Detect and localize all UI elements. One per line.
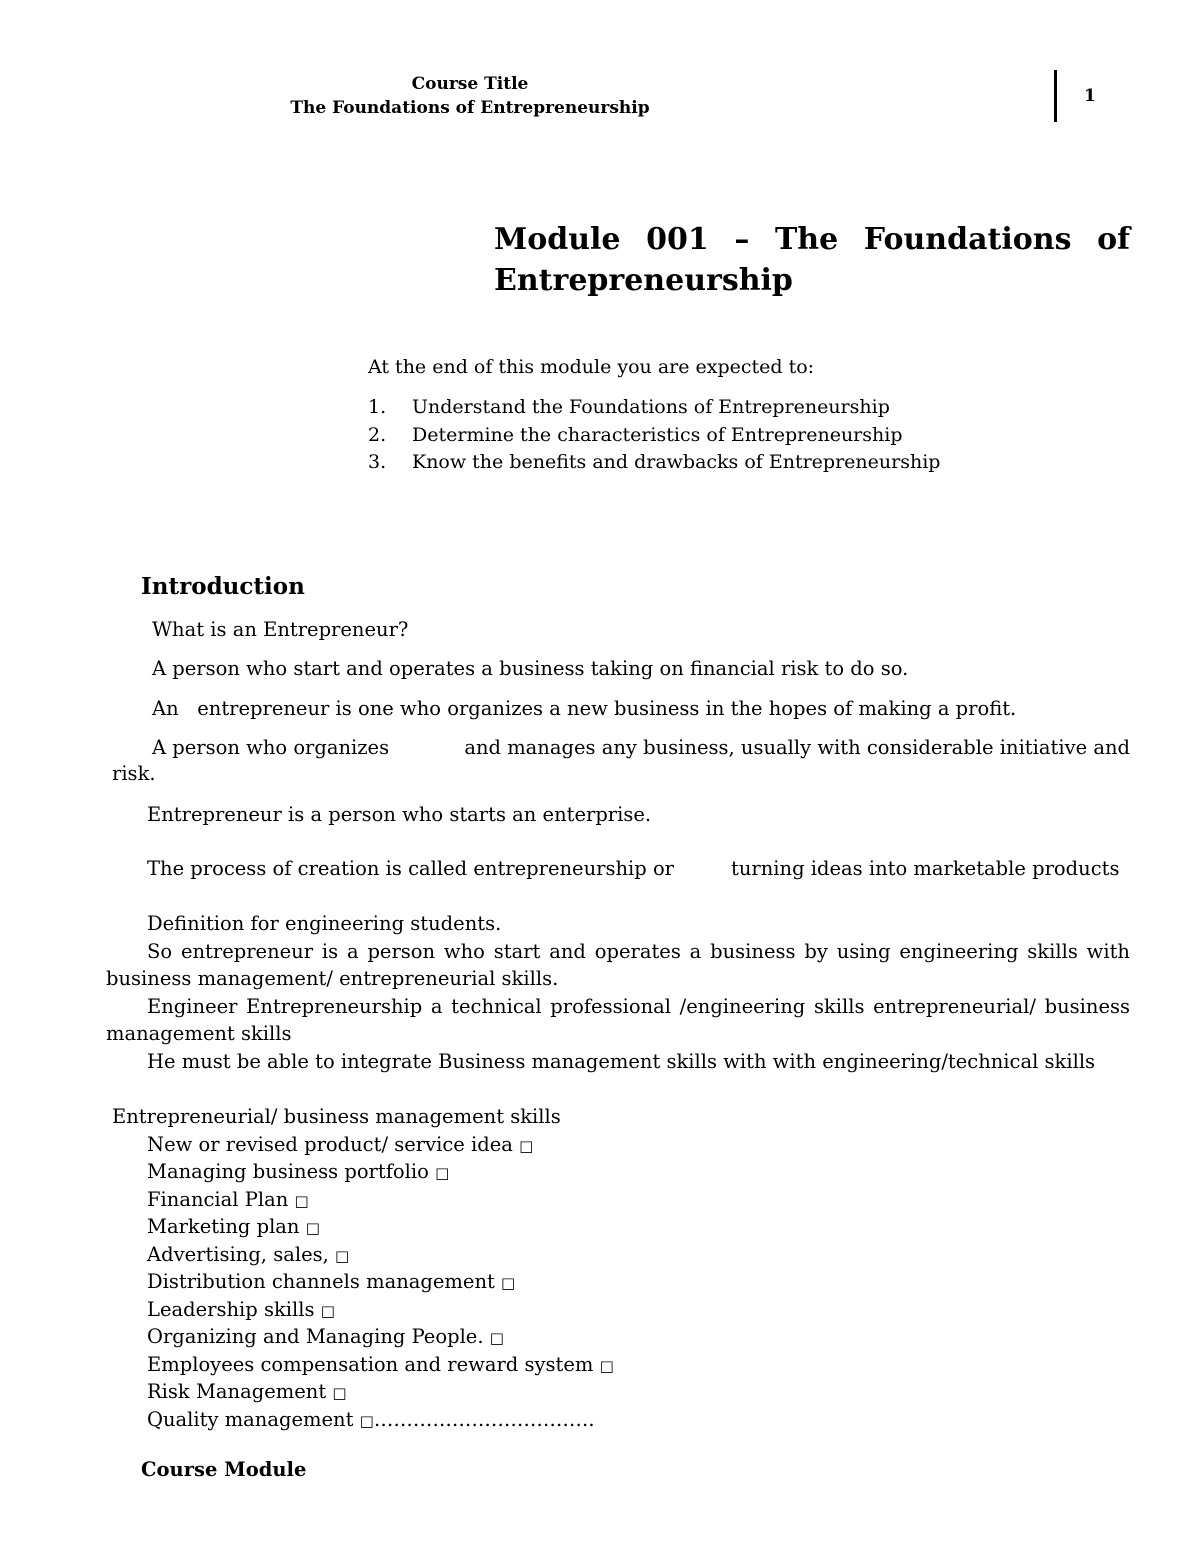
intro-question: What is an Entrepreneur? <box>152 618 409 641</box>
list-item <box>147 1380 347 1403</box>
box-icon: □ <box>435 1164 450 1182</box>
definition-5-part-1: The process of creation is called entrepreneurship or <box>147 857 675 880</box>
engineering-definition-1-line-2: business management/ entrepreneurial skills. <box>106 967 559 990</box>
objective-text: Determine the characteristics of Entrepreneurship <box>412 424 903 446</box>
objective-number: 2. <box>368 424 387 446</box>
engineering-definition-2-line-2: management skills <box>106 1022 292 1045</box>
skill-label: Financial Plan <box>147 1188 289 1211</box>
list-item <box>147 1298 335 1321</box>
list-item <box>147 1243 349 1266</box>
module-title-word: – <box>734 222 750 257</box>
list-item <box>147 1160 449 1183</box>
objectives-intro: At the end of this module you are expected to: <box>368 356 815 378</box>
module-title-word: Foundations <box>863 222 1072 257</box>
box-icon: □ <box>335 1247 350 1265</box>
list-item <box>147 1325 504 1348</box>
course-module-footer: Course Module <box>141 1458 307 1481</box>
definition-5-part-2: turning ideas into marketable products <box>731 857 1120 880</box>
module-title-line1 <box>494 222 1130 257</box>
objective-text: Know the benefits and drawbacks of Entrepreneurship <box>412 451 941 473</box>
definition-3-part-3: risk. <box>112 762 156 785</box>
list-item <box>147 1188 309 1211</box>
objective-number: 3. <box>368 451 387 473</box>
skill-label: Employees compensation and reward system <box>147 1353 594 1376</box>
definition-3-part-2: and manages any business, usually with considerable initiative and <box>464 736 1130 759</box>
engineering-definition-3: He must be able to integrate Business management skills with with engineering/technical skills <box>147 1050 1096 1073</box>
list-item <box>147 1270 515 1293</box>
page-number: 1 <box>1084 86 1096 106</box>
box-icon: □ <box>501 1274 516 1292</box>
engineering-definition-1-line-1: So entrepreneur is a person who start and operates a business by using engineering skills with <box>147 940 1130 963</box>
engineering-definition-title: Definition for engineering students. <box>147 912 502 935</box>
definition-3-part-1: A person who organizes <box>152 736 390 759</box>
skill-label: New or revised product/ service idea <box>147 1133 513 1156</box>
skill-label: Quality management <box>147 1408 354 1431</box>
box-icon: □ <box>599 1357 614 1375</box>
skill-label: Managing business portfolio <box>147 1160 429 1183</box>
module-title-word: Module <box>494 222 621 257</box>
skill-label: Risk Management <box>147 1380 327 1403</box>
list-item <box>147 1353 614 1376</box>
box-icon: □ <box>489 1329 504 1347</box>
header-course-title: The Foundations of Entrepreneurship <box>290 98 650 118</box>
skills-heading: Entrepreneurial/ business management skills <box>112 1105 561 1128</box>
list-item <box>147 1408 595 1431</box>
box-icon: □ <box>519 1137 534 1155</box>
module-title-word: of <box>1097 222 1130 257</box>
definition-2: An entrepreneur is one who organizes a new business in the hopes of making a profit. <box>152 697 1017 720</box>
list-item <box>147 1133 533 1156</box>
objective-number: 1. <box>368 396 387 418</box>
definition-4: Entrepreneur is a person who starts an enterprise. <box>147 803 652 826</box>
box-icon: □ <box>359 1412 374 1430</box>
box-icon: □ <box>294 1192 309 1210</box>
box-icon: □ <box>332 1384 347 1402</box>
engineering-definition-2-line-1: Engineer Entrepreneurship a technical professional /engineering skills entrepreneurial/ business <box>147 995 1130 1018</box>
skill-label: Distribution channels management <box>147 1270 495 1293</box>
trailing-dots: ……………………………. <box>373 1408 595 1431</box>
skill-label: Marketing plan <box>147 1215 300 1238</box>
objective-text: Understand the Foundations of Entrepreneurship <box>412 396 890 418</box>
list-item <box>147 1215 320 1238</box>
skill-label: Organizing and Managing People. <box>147 1325 484 1348</box>
skill-label: Advertising, sales, <box>147 1243 329 1266</box>
box-icon: □ <box>305 1219 320 1237</box>
box-icon: □ <box>320 1302 335 1320</box>
page-number-divider <box>1054 70 1057 122</box>
module-title-line2: Entrepreneurship <box>494 263 793 298</box>
definition-1: A person who start and operates a business taking on financial risk to do so. <box>152 657 909 680</box>
introduction-heading: Introduction <box>141 573 305 600</box>
module-title-word: The <box>774 222 839 257</box>
module-title-word: 001 <box>646 222 709 257</box>
skill-label: Leadership skills <box>147 1298 315 1321</box>
header-label: Course Title <box>411 74 529 94</box>
